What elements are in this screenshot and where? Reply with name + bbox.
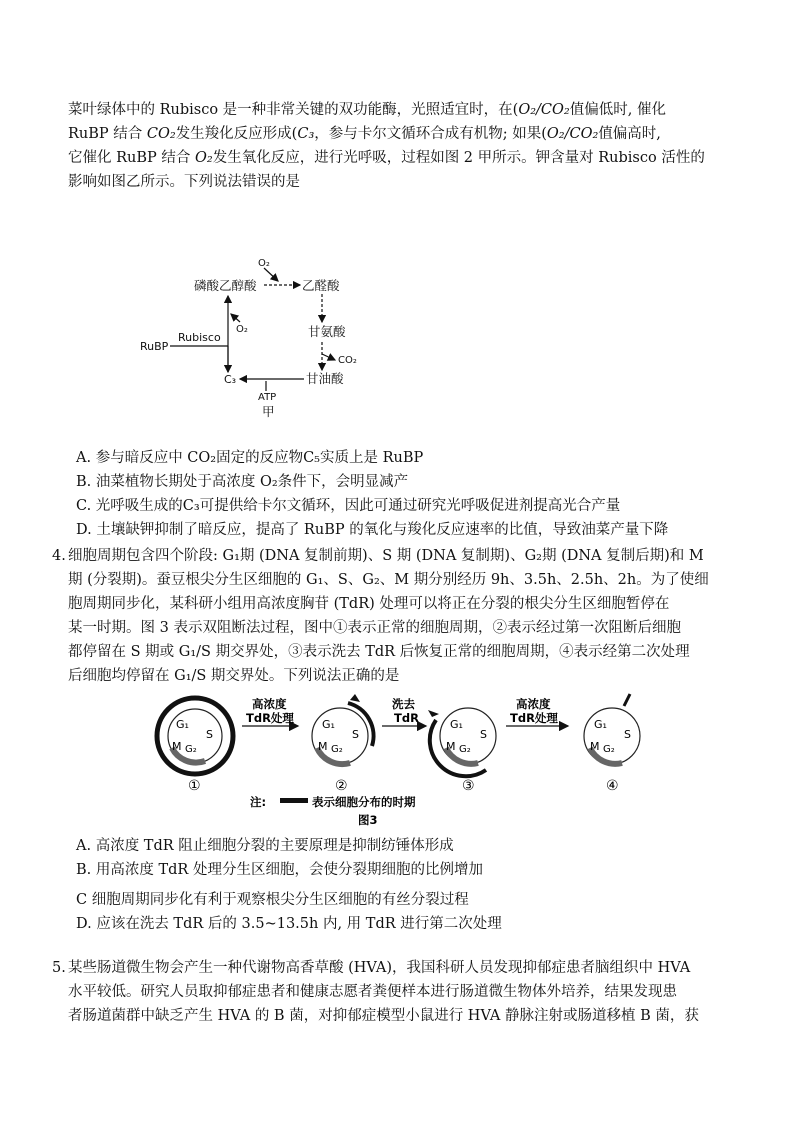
q3-intro-line-4: 影响如图乙所示。下列说法错误的是 bbox=[68, 174, 300, 190]
q3-option-a: A. 参与暗反应中 CO₂固定的反应物C₅实质上是 RuBP bbox=[76, 450, 424, 466]
cycle-4-m: M bbox=[590, 740, 600, 753]
q4-number: 4. bbox=[52, 548, 66, 564]
arrow-3-label-1: 高浓度 bbox=[516, 697, 551, 711]
cycle-4-s: S bbox=[624, 728, 631, 741]
cycle-1 bbox=[157, 698, 233, 794]
q4-option-c: C 细胞周期同步化有利于观察根尖分生区细胞的有丝分裂过程 bbox=[76, 892, 469, 908]
glycine-label: 甘氨酸 bbox=[308, 324, 346, 339]
atp-label: ATP bbox=[258, 392, 277, 403]
cycle-4-label: ④ bbox=[606, 778, 619, 794]
cycle-3-m: M bbox=[446, 740, 456, 753]
rubp-label: RuBP bbox=[140, 340, 169, 353]
rubisco-label: Rubisco bbox=[178, 331, 221, 344]
q3-intro-line-2: RuBP 结合 CO₂发生羧化反应形成(C₃，参与卡尔文循环合成有机物; 如果(O₂/CO₂值偏高时, bbox=[68, 126, 661, 142]
cycle-2-g2: G₂ bbox=[331, 744, 343, 755]
phosphoglycolate-label: 磷酸乙醇酸 bbox=[194, 278, 257, 293]
cycle-3-g2: G₂ bbox=[459, 744, 471, 755]
arrow-1-label-1: 高浓度 bbox=[252, 697, 287, 711]
arrow-1-label-2: TdR处理 bbox=[246, 711, 294, 725]
q4-option-d: D. 应该在洗去 TdR 后的 3.5~13.5h 内, 用 TdR 进行第二次处理 bbox=[76, 916, 502, 932]
diagram-caption-jia: 甲 bbox=[262, 404, 275, 419]
cycle-3-label: ③ bbox=[462, 778, 475, 794]
q4-option-b: B. 用高浓度 TdR 处理分生区细胞，会使分裂期细胞的比例增加 bbox=[76, 862, 483, 878]
q3-option-c: C. 光呼吸生成的C₃可提供给卡尔文循环，因此可通过研究光呼吸促进剂提高光合产量 bbox=[76, 498, 621, 514]
q5-line-2: 水平较低。研究人员取抑郁症患者和健康志愿者粪便样本进行肠道微生物体外培养，结果发现患 bbox=[68, 984, 677, 1000]
q3-intro-line-3: 它催化 RuBP 结合 O₂发生氧化反应，进行光呼吸，过程如图 2 甲所示。钾含量对 Rubisco 活性的 bbox=[68, 150, 705, 166]
arrow-2-label-2: TdR bbox=[394, 711, 419, 725]
q4-line-4: 某一时期。图 3 表示双阻断法过程，图中①表示正常的细胞周期，②表示经过第一次阻断后细胞 bbox=[68, 620, 681, 636]
cycle-2-g1: G₁ bbox=[322, 718, 335, 731]
q3-option-d: D. 土壤缺钾抑制了暗反应，提高了 RuBP 的氧化与羧化反应速率的比值，导致油菜产量下降 bbox=[76, 522, 669, 538]
cycle-2-label: ② bbox=[335, 778, 348, 794]
figure-caption: 图3 bbox=[358, 813, 378, 827]
co2-output-arrow bbox=[322, 354, 335, 360]
cycle-1-label: ① bbox=[188, 778, 201, 794]
cell-cycle-figure bbox=[150, 690, 670, 828]
cycle-1-m: M bbox=[172, 740, 182, 753]
q5-line-1: 某些肠道微生物会产生一种代谢物高香草酸 (HVA)，我国科研人员发现抑郁症患者脑组织中 HVA bbox=[68, 960, 691, 976]
q5-line-3: 者肠道菌群中缺乏产生 HVA 的 B 菌，对抑郁症模型小鼠进行 HVA 静脉注射或肠道移植 B 菌，获 bbox=[68, 1008, 699, 1024]
arrow-2-label-1: 洗去 bbox=[392, 697, 415, 711]
arrow-3-label-2: TdR处理 bbox=[510, 711, 558, 725]
cycle-3-g1: G₁ bbox=[450, 718, 463, 731]
q4-line-1: 细胞周期包含四个阶段: G₁期 (DNA 复制前期)、S 期 (DNA 复制期)、G₂期 (DNA 复制后期)和 M bbox=[68, 548, 704, 564]
figure-note-prefix: 注: bbox=[250, 795, 267, 809]
ratio-text: O₂/CO₂ bbox=[518, 102, 570, 118]
cycle-2-m: M bbox=[318, 740, 328, 753]
q5-number: 5. bbox=[52, 960, 66, 976]
cycle-2 bbox=[312, 694, 374, 794]
cycle-2-s: S bbox=[352, 728, 359, 741]
cycle-1-g2: G₂ bbox=[185, 744, 197, 755]
q4-line-3: 胞周期同步化，某科研小组用高浓度胸苷 (TdR) 处理可以将正在分裂的根尖分生区细胞暂停在 bbox=[68, 596, 670, 612]
q4-line-2: 期 (分裂期)。蚕豆根尖分生区细胞的 G₁、S、G₂、M 期分别经历 9h、3.5h、2.5h、2h。为了使细 bbox=[68, 572, 709, 588]
c3-label: C₃ bbox=[224, 373, 237, 386]
cycle-1-s: S bbox=[206, 728, 213, 741]
o2-top-arrow bbox=[264, 268, 278, 281]
photorespiration-diagram bbox=[130, 250, 390, 430]
glycerate-label: 甘油酸 bbox=[306, 371, 344, 386]
cycle-1-g1: G₁ bbox=[176, 718, 189, 731]
o2-left-label: O₂ bbox=[236, 324, 248, 335]
note-band-icon bbox=[280, 798, 308, 803]
q3-intro-line-1: 菜叶绿体中的 Rubisco 是一种非常关键的双功能酶，光照适宜时，在(O₂/CO₂值偏低时, 催化 bbox=[68, 102, 666, 118]
q4-option-a: A. 高浓度 TdR 阻止细胞分裂的主要原理是抑制纺锤体形成 bbox=[76, 838, 454, 854]
o2-input-arrow bbox=[231, 314, 240, 322]
cycle-3 bbox=[428, 708, 496, 794]
q3-option-b: B. 油菜植物长期处于高浓度 O₂条件下，会明显减产 bbox=[76, 474, 409, 490]
o2-top-label: O₂ bbox=[258, 258, 270, 269]
cycle-4-g2: G₂ bbox=[603, 744, 615, 755]
q4-line-6: 后细胞均停留在 G₁/S 期交界处。下列说法正确的是 bbox=[68, 668, 400, 684]
cycle-3-s: S bbox=[480, 728, 487, 741]
cycle-4-g1: G₁ bbox=[594, 718, 607, 731]
cycle-4 bbox=[584, 694, 640, 794]
q4-line-5: 都停留在 S 期或 G₁/S 期交界处，③表示洗去 TdR 后恢复正常的细胞周期，④表示经第二次处理 bbox=[68, 644, 690, 660]
figure-note-text: 表示细胞分布的时期 bbox=[312, 795, 416, 809]
glyoxylate-label: 乙醛酸 bbox=[302, 278, 340, 293]
co2-right-label: CO₂ bbox=[338, 355, 357, 366]
